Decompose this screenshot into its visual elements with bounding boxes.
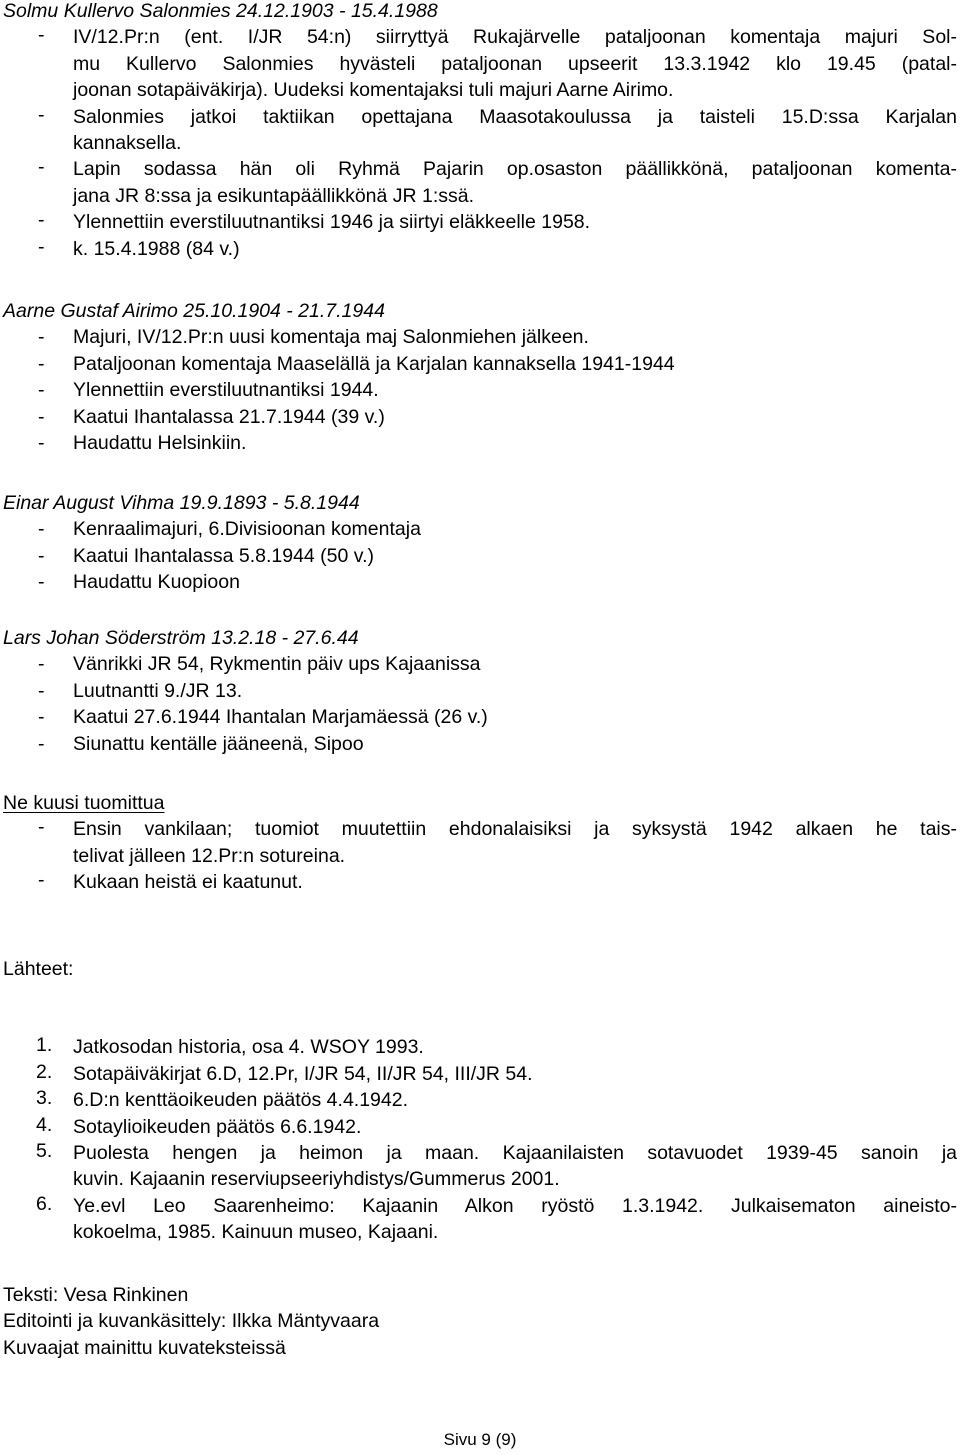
section-airimo [3,298,957,456]
credit-editing: Editointi ja kuvankäsittely: Ilkka Mäntyvaara [3,1310,380,1333]
section-vihma [3,490,957,596]
list-item [3,678,957,704]
item-text-line: joonan sotapäiväkirja). Uudeksi komentajaksi tuli majuri Aarne Airimo. [73,79,674,102]
item-text: Haudattu Helsinkiin. [73,431,247,454]
bullet-dash: - [38,431,45,454]
source-number: 5. [36,1139,53,1162]
section-heading: Ne kuusi tuomittua [3,792,165,814]
list-item [3,651,957,677]
item-text: Siunattu kentälle jääneenä, Sipoo [73,732,364,755]
bullet-dash: - [38,379,45,402]
item-text-line: kannaksella. [73,131,182,154]
section-heading: Einar August Vihma 19.9.1893 - 5.8.1944 [3,492,360,514]
bullet-list [3,24,957,262]
bullet-dash: - [38,235,45,258]
bullet-dash: - [38,706,45,729]
page-number: Sivu 9 (9) [443,1430,517,1449]
source-number: 2. [36,1060,53,1083]
item-text-line: Kukaan heistä ei kaatunut. [73,871,303,894]
item-text: Kaatui 27.6.1944 Ihantalan Marjamäessä (26 v.) [73,706,488,729]
item-text-line: Jatkosodan historia, osa 4. WSOY 1993. [73,1036,424,1059]
item-text: Vänrikki JR 54, Rykmentin päiv ups Kajaanissa [73,653,481,676]
source-number: 6. [36,1192,53,1215]
section-salonmies [3,0,957,262]
source-number: 4. [36,1113,53,1136]
item-text-line: 6.D:n kenttäoikeuden päätös 4.4.1942. [73,1089,409,1112]
source-item [3,1087,957,1113]
list-item [3,569,957,595]
bullet-dash: - [38,544,45,567]
item-text-line: Puolesta hengen ja heimon ja maan. Kajaanilaisten sotavuodet 1939-45 sanoin ja [73,1141,957,1164]
section-sources [3,956,957,1246]
item-text: Haudattu Kuopioon [73,571,240,594]
section-heading: Lars Johan Söderström 13.2.18 - 27.6.44 [3,627,359,649]
list-item [3,704,957,730]
item-text: Ylennettiin everstiluutnantiksi 1944. [73,379,379,402]
item-text-line: Sotapäiväkirjat 6.D, 12.Pr, I/JR 54, II/JR 54, III/JR 54. [73,1062,533,1085]
source-item [3,1034,957,1060]
sources-list [3,1034,957,1245]
bullet-dash: - [38,571,45,594]
item-text: Majuri, IV/12.Pr:n uusi komentaja maj Salonmiehen jälkeen. [73,326,589,349]
list-item [3,236,957,262]
bullet-dash: - [38,816,45,839]
source-item [3,1193,957,1246]
item-text-line: Sotaylioikeuden päätös 6.6.1942. [73,1115,362,1138]
list-item [3,869,957,895]
bullet-list [3,651,957,757]
item-text-line: jana JR 8:ssa ja esikuntapäällikkönä JR 1:ssä. [73,184,475,207]
source-item [3,1061,957,1087]
credit-text: Teksti: Vesa Rinkinen [3,1284,189,1306]
list-item [3,24,957,103]
section-heading: Aarne Gustaf Airimo 25.10.1904 - 21.7.1944 [3,300,385,322]
section-kuusi-tuomittua [3,790,957,896]
bullet-dash: - [38,869,45,892]
list-item [3,156,957,209]
list-item [3,104,957,157]
item-text-line: Ye.evl Leo Saarenheimo: Kajaanin Alkon ryöstö 1.3.1942. Julkaisematon aineisto- [73,1194,957,1217]
bullet-dash: - [38,24,45,47]
source-number: 1. [36,1034,53,1057]
item-text-line: Ensin vankilaan; tuomiot muutettiin ehdonalaisiksi ja syksystä 1942 alkaen he tais- [73,818,957,841]
item-text-line: mu Kullervo Salonmies hyvästeli pataljoonan upseerit 13.3.1942 klo 19.45 (patal- [73,52,957,75]
list-item [3,816,957,869]
list-item [3,516,957,542]
list-item [3,543,957,569]
bullet-dash: - [38,352,45,375]
list-item [3,351,957,377]
item-text-line: k. 15.4.1988 (84 v.) [73,237,240,260]
item-text-line: Ylennettiin everstiluutnantiksi 1946 ja siirtyi eläkkeelle 1958. [73,211,591,234]
source-item [3,1140,957,1193]
bullet-dash: - [38,405,45,428]
section-soderstrom [3,625,957,757]
credits [3,1282,957,1361]
list-item [3,731,957,757]
bullet-list [3,324,957,456]
item-text-line: kokoelma, 1985. Kainuun museo, Kajaani. [73,1221,439,1244]
sources-heading: Lähteet: [3,958,74,980]
item-text-line: Salonmies jatkoi taktiikan opettajana Maasotakoulussa ja taisteli 15.D:ssa Karjalan [73,105,957,128]
bullet-dash: - [38,518,45,541]
item-text: Kaatui Ihantalassa 5.8.1944 (50 v.) [73,544,375,567]
bullet-dash: - [38,653,45,676]
bullet-dash: - [38,679,45,702]
bullet-dash: - [38,326,45,349]
bullet-dash: - [38,209,45,232]
bullet-dash: - [38,103,45,126]
source-item [3,1114,957,1140]
list-item [3,209,957,235]
item-text-line: Lapin sodassa hän oli Ryhmä Pajarin op.osaston päällikkönä, pataljoonan komenta- [73,158,957,181]
bullet-dash: - [38,732,45,755]
credit-photographers: Kuvaajat mainittu kuvateksteissä [3,1336,286,1359]
section-heading: Solmu Kullervo Salonmies 24.12.1903 - 15.4.1988 [3,0,438,22]
list-item [3,430,957,456]
list-item [3,324,957,350]
item-text: Pataljoonan komentaja Maaselällä ja Karjalan kannaksella 1941-1944 [73,352,675,375]
list-item [3,377,957,403]
item-text: Kaatui Ihantalassa 21.7.1944 (39 v.) [73,405,385,428]
bullet-list [3,816,957,895]
list-item [3,404,957,430]
item-text-line: kuvin. Kajaanin reserviupseeriyhdistys/Gummerus 2001. [73,1168,560,1191]
item-text-line: IV/12.Pr:n (ent. I/JR 54:n) siirryttyä Rukajärvelle pataljoonan komentaja majuri Sol- [73,26,957,49]
item-text: Kenraalimajuri, 6.Divisioonan komentaja [73,518,421,541]
bullet-dash: - [38,156,45,179]
item-text: Luutnantti 9./JR 13. [73,679,243,702]
bullet-list [3,516,957,595]
source-number: 3. [36,1087,53,1110]
item-text-line: telivat jälleen 12.Pr:n sotureina. [73,844,346,867]
